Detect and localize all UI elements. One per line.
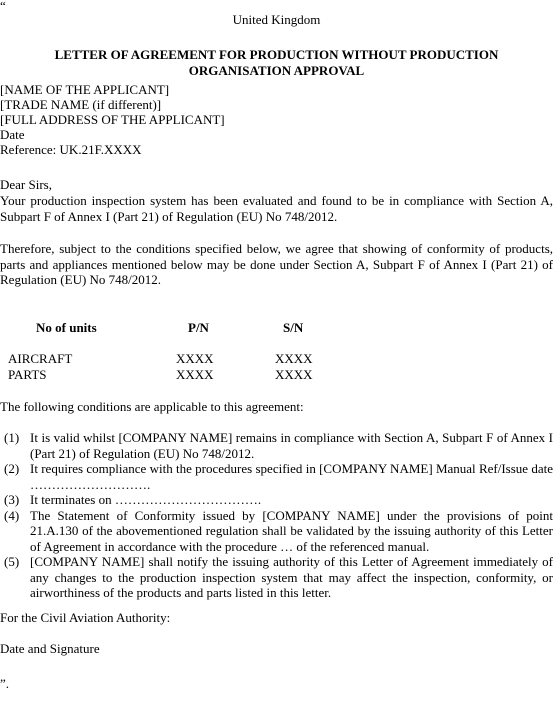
- date-signature-line: Date and Signature: [0, 641, 100, 656]
- list-item: [4, 492, 553, 508]
- condition-number: (3): [4, 492, 20, 507]
- header-pn: P/N: [188, 320, 209, 336]
- row-aircraft-label: AIRCRAFT: [8, 351, 73, 366]
- units-table-header: [8, 320, 353, 336]
- condition-text: [COMPANY NAME] shall notify the issuing authority of this Letter of Agreement immediately of any changes to the production inspection system that may affect the inspection, conformity, or airworthiness of the products and parts listed in this letter.: [30, 554, 553, 600]
- list-item: [4, 508, 553, 555]
- conditions-intro: The following conditions are applicable to this agreement:: [0, 399, 304, 414]
- row-parts-label: PARTS: [8, 366, 47, 382]
- letter-title-line-1: LETTER OF AGREEMENT FOR PRODUCTION WITHOUT PRODUCTION: [54, 47, 499, 62]
- row-aircraft-pn: XXXX: [176, 351, 214, 366]
- applicant-address-block: [0, 82, 225, 157]
- table-row: [8, 367, 353, 383]
- header-sn: S/N: [283, 320, 304, 336]
- header-units: No of units: [36, 320, 97, 336]
- row-parts-sn: XXXX: [275, 366, 313, 382]
- country-heading: United Kingdom: [232, 12, 321, 27]
- evaluation-paragraph: Your production inspection system has been evaluated and found to be in compliance with Section A, Subpart F of Annex I (Part 21) of Regulation (EU) No 748/2012.: [0, 193, 553, 224]
- condition-number: (4): [4, 507, 20, 523]
- condition-text: It requires compliance with the procedures specified in [COMPANY NAME] Manual Ref/Issue date ……………………….: [30, 461, 553, 492]
- applicant-full-address: [FULL ADDRESS OF THE APPLICANT]: [0, 112, 225, 127]
- applicant-trade-name: [TRADE NAME (if different)]: [0, 97, 162, 112]
- list-item: [4, 430, 553, 461]
- condition-number: (2): [4, 461, 20, 476]
- applicant-name: [NAME OF THE APPLICANT]: [0, 82, 170, 97]
- condition-number: (5): [4, 554, 20, 569]
- row-parts-pn: XXXX: [176, 366, 214, 382]
- agreement-paragraph: Therefore, subject to the conditions specified below, we agree that showing of conformity of products, parts and appliances mentioned below may be done under Section A, Subpart F of Annex I (Part 21) of Regulation (EU) No 748/2012.: [0, 241, 553, 287]
- list-item: [4, 554, 553, 601]
- close-quote: ”.: [0, 676, 10, 691]
- condition-text: It terminates on …………………………….: [30, 492, 262, 507]
- letter-title: [0, 47, 553, 79]
- table-spacer: [8, 336, 353, 351]
- units-table: [8, 320, 353, 382]
- table-row: [8, 351, 353, 367]
- condition-text: It is valid whilst [COMPANY NAME] remains in compliance with Section A, Subpart F of Annex I (Part 21) of Regulation (EU) No 748/2012.: [30, 430, 553, 461]
- condition-number: (1): [4, 430, 20, 445]
- authority-line: For the Civil Aviation Authority:: [0, 610, 171, 625]
- letter-date: Date: [0, 127, 25, 142]
- letter-reference: Reference: UK.21F.XXXX: [0, 142, 142, 157]
- letter-title-line-2: ORGANISATION APPROVAL: [188, 63, 365, 78]
- condition-text: The Statement of Conformity issued by [COMPANY NAME] under the provisions of point 21.A.130 of the abovementioned regulation shall be validated by the issuing authority of this Letter of Agreement in accordance with the procedure … of the referenced manual.: [30, 507, 553, 554]
- open-quote: “: [0, 0, 6, 13]
- conditions-list: [4, 430, 553, 601]
- salutation: Dear Sirs,: [0, 177, 52, 192]
- list-item: [4, 461, 553, 492]
- row-aircraft-sn: XXXX: [275, 351, 313, 366]
